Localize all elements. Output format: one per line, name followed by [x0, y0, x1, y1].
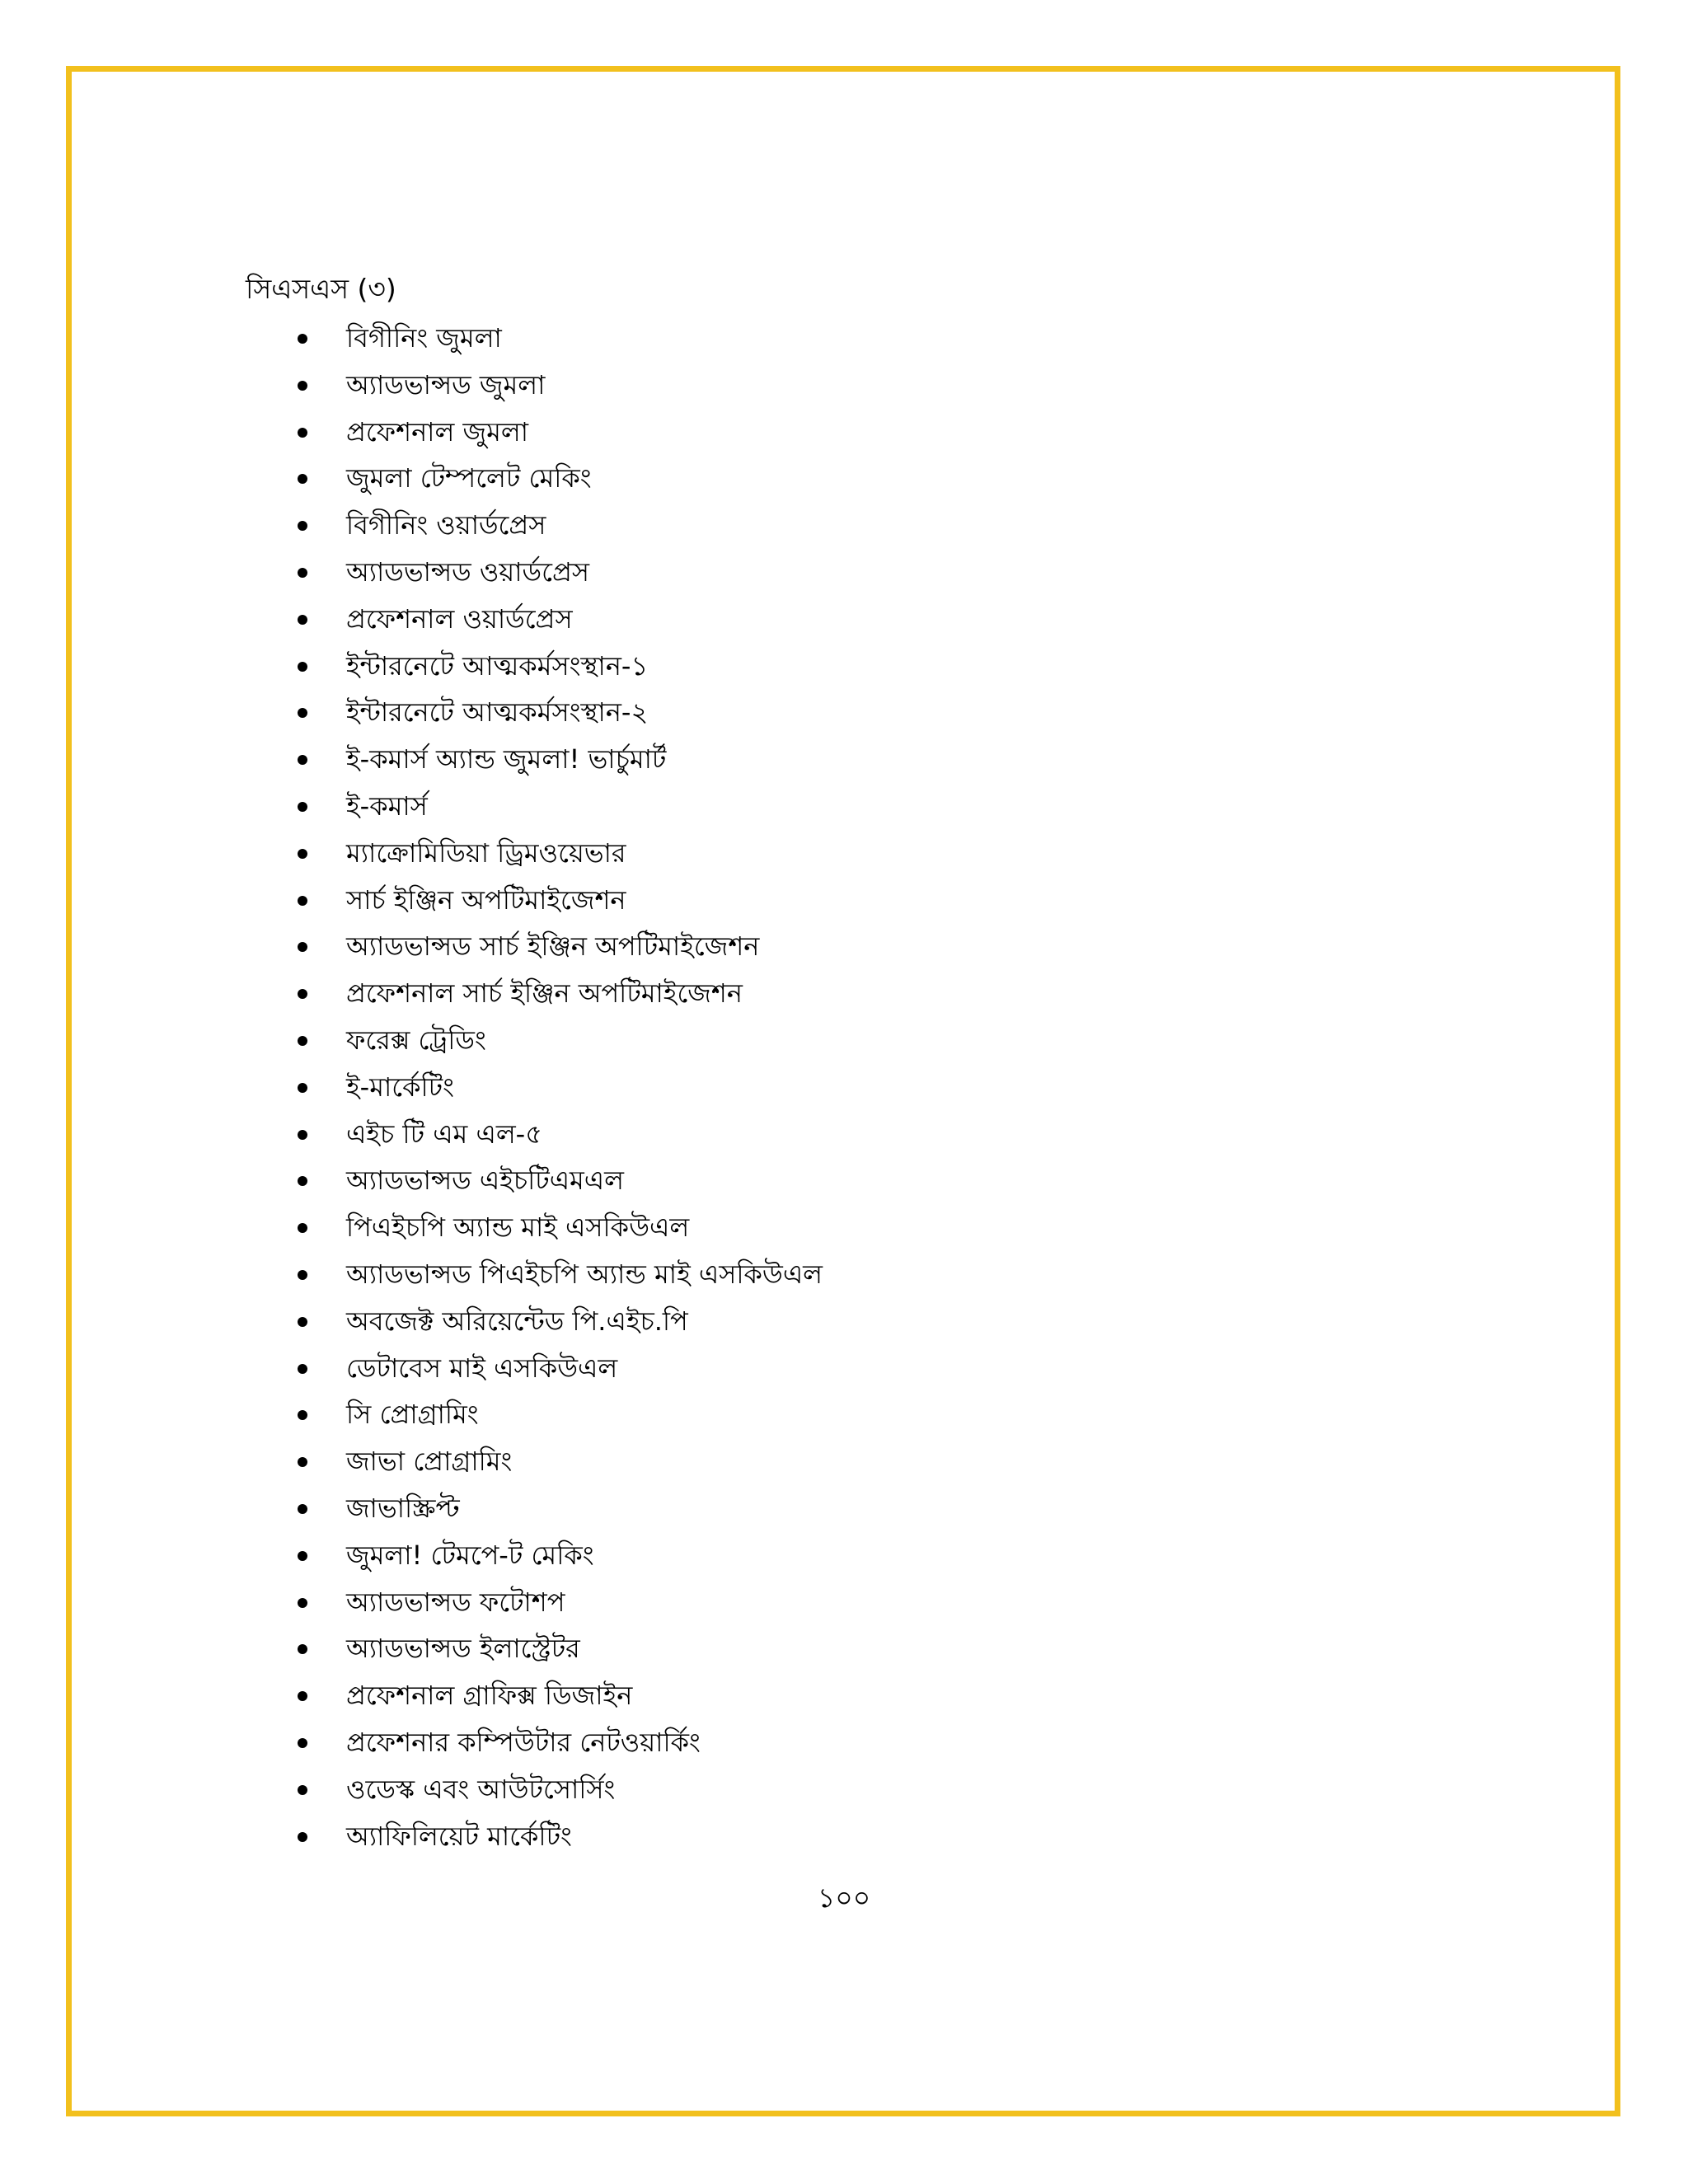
bullet-dot-icon: [298, 1785, 307, 1795]
list-item-label: ইন্টারনেটে আত্মকর্মসংস্থান-১: [346, 649, 649, 682]
page-number: ১০০: [817, 1882, 871, 1914]
list-item-label: প্রফেশনাল গ্রাফিক্স ডিজাইন: [346, 1680, 633, 1712]
list-item-label: পিএইচপি অ্যান্ড মাই এসকিউএল: [346, 1212, 690, 1244]
list-item-label: প্রফেশনাল সার্চ ইঞ্জিন অপটিমাইজেশন: [346, 977, 743, 1010]
bullet-dot-icon: [298, 1504, 307, 1514]
list-item-label: ওডেস্ক এবং আউটসোর্সিং: [346, 1773, 616, 1805]
list-item-label: প্রফেশনাল ওয়ার্ডপ্রেস: [346, 602, 573, 635]
bullet-dot-icon: [298, 1738, 307, 1748]
bullet-dot-icon: [298, 428, 307, 438]
bullet-dot-icon: [298, 1832, 307, 1842]
list-item-label: ডেটাবেস মাই এসকিউএল: [346, 1352, 618, 1384]
bullet-dot-icon: [298, 849, 307, 859]
list-item-label: অ্যাডভান্সড সার্চ ইঞ্জিন অপটিমাইজেশন: [346, 930, 760, 963]
bullet-dot-icon: [298, 568, 307, 578]
section-heading: সিএসএস (৩): [246, 273, 396, 305]
list-item-label: জাভাস্ক্রিপ্ট: [346, 1492, 460, 1524]
bullet-dot-icon: [298, 1036, 307, 1046]
bullet-dot-icon: [298, 1364, 307, 1374]
bullet-dot-icon: [298, 615, 307, 625]
list-item-label: অ্যাফিলিয়েট মার্কেটিং: [346, 1820, 572, 1852]
list-item-label: অ্যাডভান্সড জুমলা: [346, 368, 546, 401]
list-item-label: ইন্টারনেটে আত্মকর্মসংস্থান-২: [346, 696, 649, 729]
bullet-dot-icon: [298, 802, 307, 812]
list-item-label: সার্চ ইঞ্জিন অপটিমাইজেশন: [346, 883, 626, 916]
list-item-label: অ্যাডভান্সড পিএইচপি অ্যান্ড মাই এসকিউএল: [346, 1258, 823, 1290]
bullet-dot-icon: [298, 1317, 307, 1327]
list-item-label: প্রফেশনাল জুমলা: [346, 415, 528, 448]
list-item-label: অ্যাডভান্সড ওয়ার্ডপ্রেস: [346, 555, 589, 588]
list-item-label: ই-কমার্স অ্যান্ড জুমলা! ভার্চুমার্ট: [346, 743, 667, 776]
list-item-label: সি প্রোগ্রামিং: [346, 1399, 479, 1431]
bullet-dot-icon: [298, 896, 307, 906]
bullet-dot-icon: [298, 334, 307, 344]
list-item-label: ফরেক্স ট্রেডিং: [346, 1024, 486, 1056]
list-item-label: বিগীনিং জুমলা: [346, 322, 502, 354]
list-item-label: অবজেক্ট অরিয়েন্টেড পি.এইচ.পি: [346, 1305, 688, 1337]
list-item-label: এইচ টি এম এল-৫: [346, 1118, 542, 1150]
list-item-label: প্রফেশনার কম্পিউটার নেটওয়ার্কিং: [346, 1726, 701, 1758]
list-item-label: অ্যাডভান্সড ফটোশপ: [346, 1586, 565, 1618]
bullet-dot-icon: [298, 1130, 307, 1140]
list-item-label: অ্যাডভান্সড ইলাস্ট্রেটর: [346, 1633, 580, 1665]
bullet-dot-icon: [298, 1691, 307, 1701]
bullet-dot-icon: [298, 662, 307, 672]
bullet-dot-icon: [298, 381, 307, 391]
list-item-label: অ্যাডভান্সড এইচটিএমএল: [346, 1165, 624, 1197]
bullet-dot-icon: [298, 1270, 307, 1280]
list-item-label: ই-কমার্স: [346, 790, 428, 822]
list-item-label: বিগীনিং ওয়ার্ডপ্রেস: [346, 509, 546, 541]
bullet-dot-icon: [298, 1598, 307, 1608]
list-item-label: জাভা প্রোগ্রামিং: [346, 1446, 513, 1478]
bullet-dot-icon: [298, 1551, 307, 1561]
list-item-label: ম্যাক্রোমিডিয়া ড্রিমওয়েভার: [346, 837, 626, 869]
list-item-label: ই-মার্কেটিং: [346, 1071, 454, 1103]
list-item-label: জুমলা টেম্পলেট মেকিং: [346, 462, 592, 494]
bullet-dot-icon: [298, 1083, 307, 1093]
list-item-label: জুমলা! টেমপে-ট মেকিং: [346, 1539, 594, 1571]
